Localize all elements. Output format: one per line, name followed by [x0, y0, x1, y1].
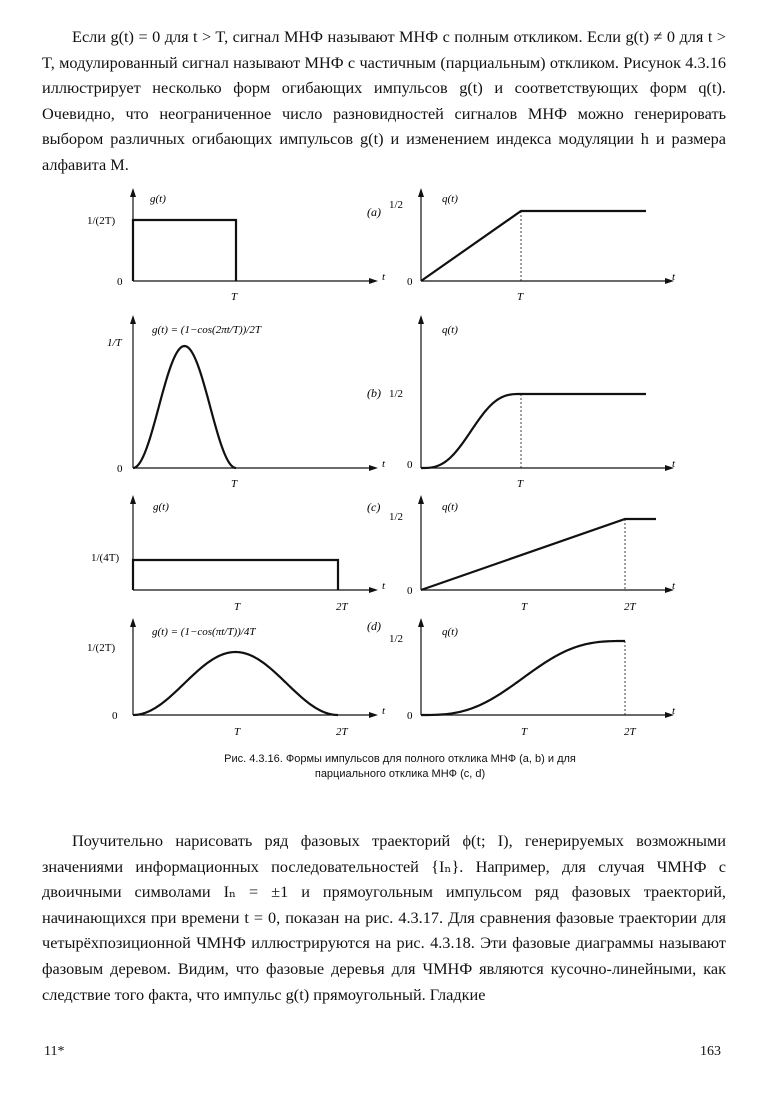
d-right-title: q(t): [442, 626, 458, 638]
a-left-axis-t: t: [382, 271, 386, 283]
c-left-title: g(t): [153, 501, 169, 513]
d-left-title: g(t) = (1−cos(πt/T))/4T: [152, 626, 256, 638]
d-left-axis-t: t: [382, 705, 386, 717]
c-right-axis-t: t: [672, 580, 676, 592]
c-right-xtick-2T: 2T: [624, 601, 636, 613]
d-right-zero: 0: [407, 710, 413, 722]
a-right-axis-t: t: [672, 271, 676, 283]
c-right-ylabel: 1/2: [389, 511, 404, 523]
c-right-title: q(t): [442, 501, 458, 513]
d-left-xtick-T: T: [234, 726, 241, 738]
paragraph-1-text: Если g(t) = 0 для t > T, сигнал МНФ называют МНФ с полным откликом. Если g(t) ≠ 0 для t > T, модулированный сигнал называют МНФ с частичным (парциальным) откликом. Рисунок 4.3.16 иллюстрирует несколько форм огибающих импульсов g(t) и соответствующих форм q(t). Очевидно, что неограниченное число разновидностей сигналов МНФ можно генерировать выбором различных огибающих импульсов g(t) и изменением индекса модуляции h и размера алфавита M.: [42, 27, 726, 174]
a-left-curve: [133, 220, 236, 281]
b-left-title: g(t) = (1−cos(2πt/T))/2T: [152, 324, 261, 336]
a-left-xtick-T: T: [231, 291, 238, 303]
a-right-xtick-T: T: [517, 291, 524, 303]
panel-d-left: [87, 618, 386, 738]
b-right-xtick-T: T: [517, 478, 524, 490]
figure-caption: [120, 752, 680, 782]
b-left-ylabel: 1/T: [107, 337, 122, 349]
d-right-xtick-T: T: [521, 726, 528, 738]
b-left-curve: [133, 346, 236, 468]
b-left-axis-t: t: [382, 458, 386, 470]
panel-a-left: [87, 188, 386, 303]
signature-mark: 11*: [44, 1044, 65, 1059]
a-right-ylabel: 1/2: [389, 199, 404, 211]
a-left-zero: 0: [117, 276, 123, 288]
a-left-title: g(t): [150, 193, 166, 205]
c-right-zero: 0: [407, 585, 413, 597]
panel-d-right: [367, 618, 676, 738]
panel-c-left: [91, 495, 386, 613]
b-left-xtick-T: T: [231, 478, 238, 490]
a-label: (a): [367, 205, 381, 219]
d-right-ylabel: 1/2: [389, 633, 404, 645]
a-right-curve: [421, 211, 646, 281]
panel-c-right: [367, 495, 676, 613]
panel-a-right: [367, 188, 676, 303]
a-right-title: q(t): [442, 193, 458, 205]
c-right-xtick-T: T: [521, 601, 528, 613]
d-left-curve: [133, 652, 338, 715]
caption-line-1: Рис. 4.3.16. Формы импульсов для полного отклика МНФ (a, b) и для: [224, 753, 576, 765]
b-right-title: q(t): [442, 324, 458, 336]
paragraph-1: [42, 24, 726, 177]
c-left-xtick-T: T: [234, 601, 241, 613]
b-label: (b): [367, 386, 381, 400]
b-right-axis-t: t: [672, 458, 676, 470]
paragraph-2: [42, 828, 726, 1007]
d-left-zero: 0: [112, 710, 118, 722]
b-right-ylabel: 1/2: [389, 388, 404, 400]
c-left-curve: [133, 560, 338, 590]
d-right-axis-t: t: [672, 705, 676, 717]
d-right-curve: [421, 641, 625, 715]
d-left-xtick-2T: 2T: [336, 726, 348, 738]
c-label: (c): [367, 500, 381, 514]
paragraph-2-text: Поучительно нарисовать ряд фазовых траекторий ϕ(t; I), генерируемых возможными значениями информационных последовательностей {Iₙ}. Например, для случая ЧМНФ с двоичными символами Iₙ = ±1 и прямоугольным импульсом ряд фазовых траекторий, начинающихся при времени t = 0, показан на рис. 4.3.17. Для сравнения фазовые траектории для четырёхпозиционной ЧМНФ иллюстрируются на рис. 4.3.18. Эти фазовые диаграммы называют фазовым деревом. Видим, что фазовые деревья для ЧМНФ являются кусочно-линейными, как следствие того факта, что импульс g(t) прямоугольный. Гладкие: [42, 831, 726, 1004]
figure-4-3-16: [0, 178, 759, 748]
c-right-curve: [421, 519, 656, 590]
b-right-zero: 0: [407, 459, 413, 471]
b-right-curve: [421, 394, 646, 468]
d-label: (d): [367, 619, 381, 633]
d-right-xtick-2T: 2T: [624, 726, 636, 738]
caption-line-2: парциального отклика МНФ (c, d): [314, 768, 486, 780]
page-number: 163: [700, 1044, 721, 1059]
a-left-ylabel: 1/(2T): [87, 215, 116, 227]
c-left-ylabel: 1/(4T): [91, 552, 120, 564]
c-left-xtick-2T: 2T: [336, 601, 348, 613]
c-left-axis-t: t: [382, 580, 386, 592]
b-left-zero: 0: [117, 463, 123, 475]
panel-b-left: [107, 315, 386, 490]
a-right-zero: 0: [407, 276, 413, 288]
d-left-ylabel: 1/(2T): [87, 642, 116, 654]
panel-b-right: [367, 315, 676, 490]
